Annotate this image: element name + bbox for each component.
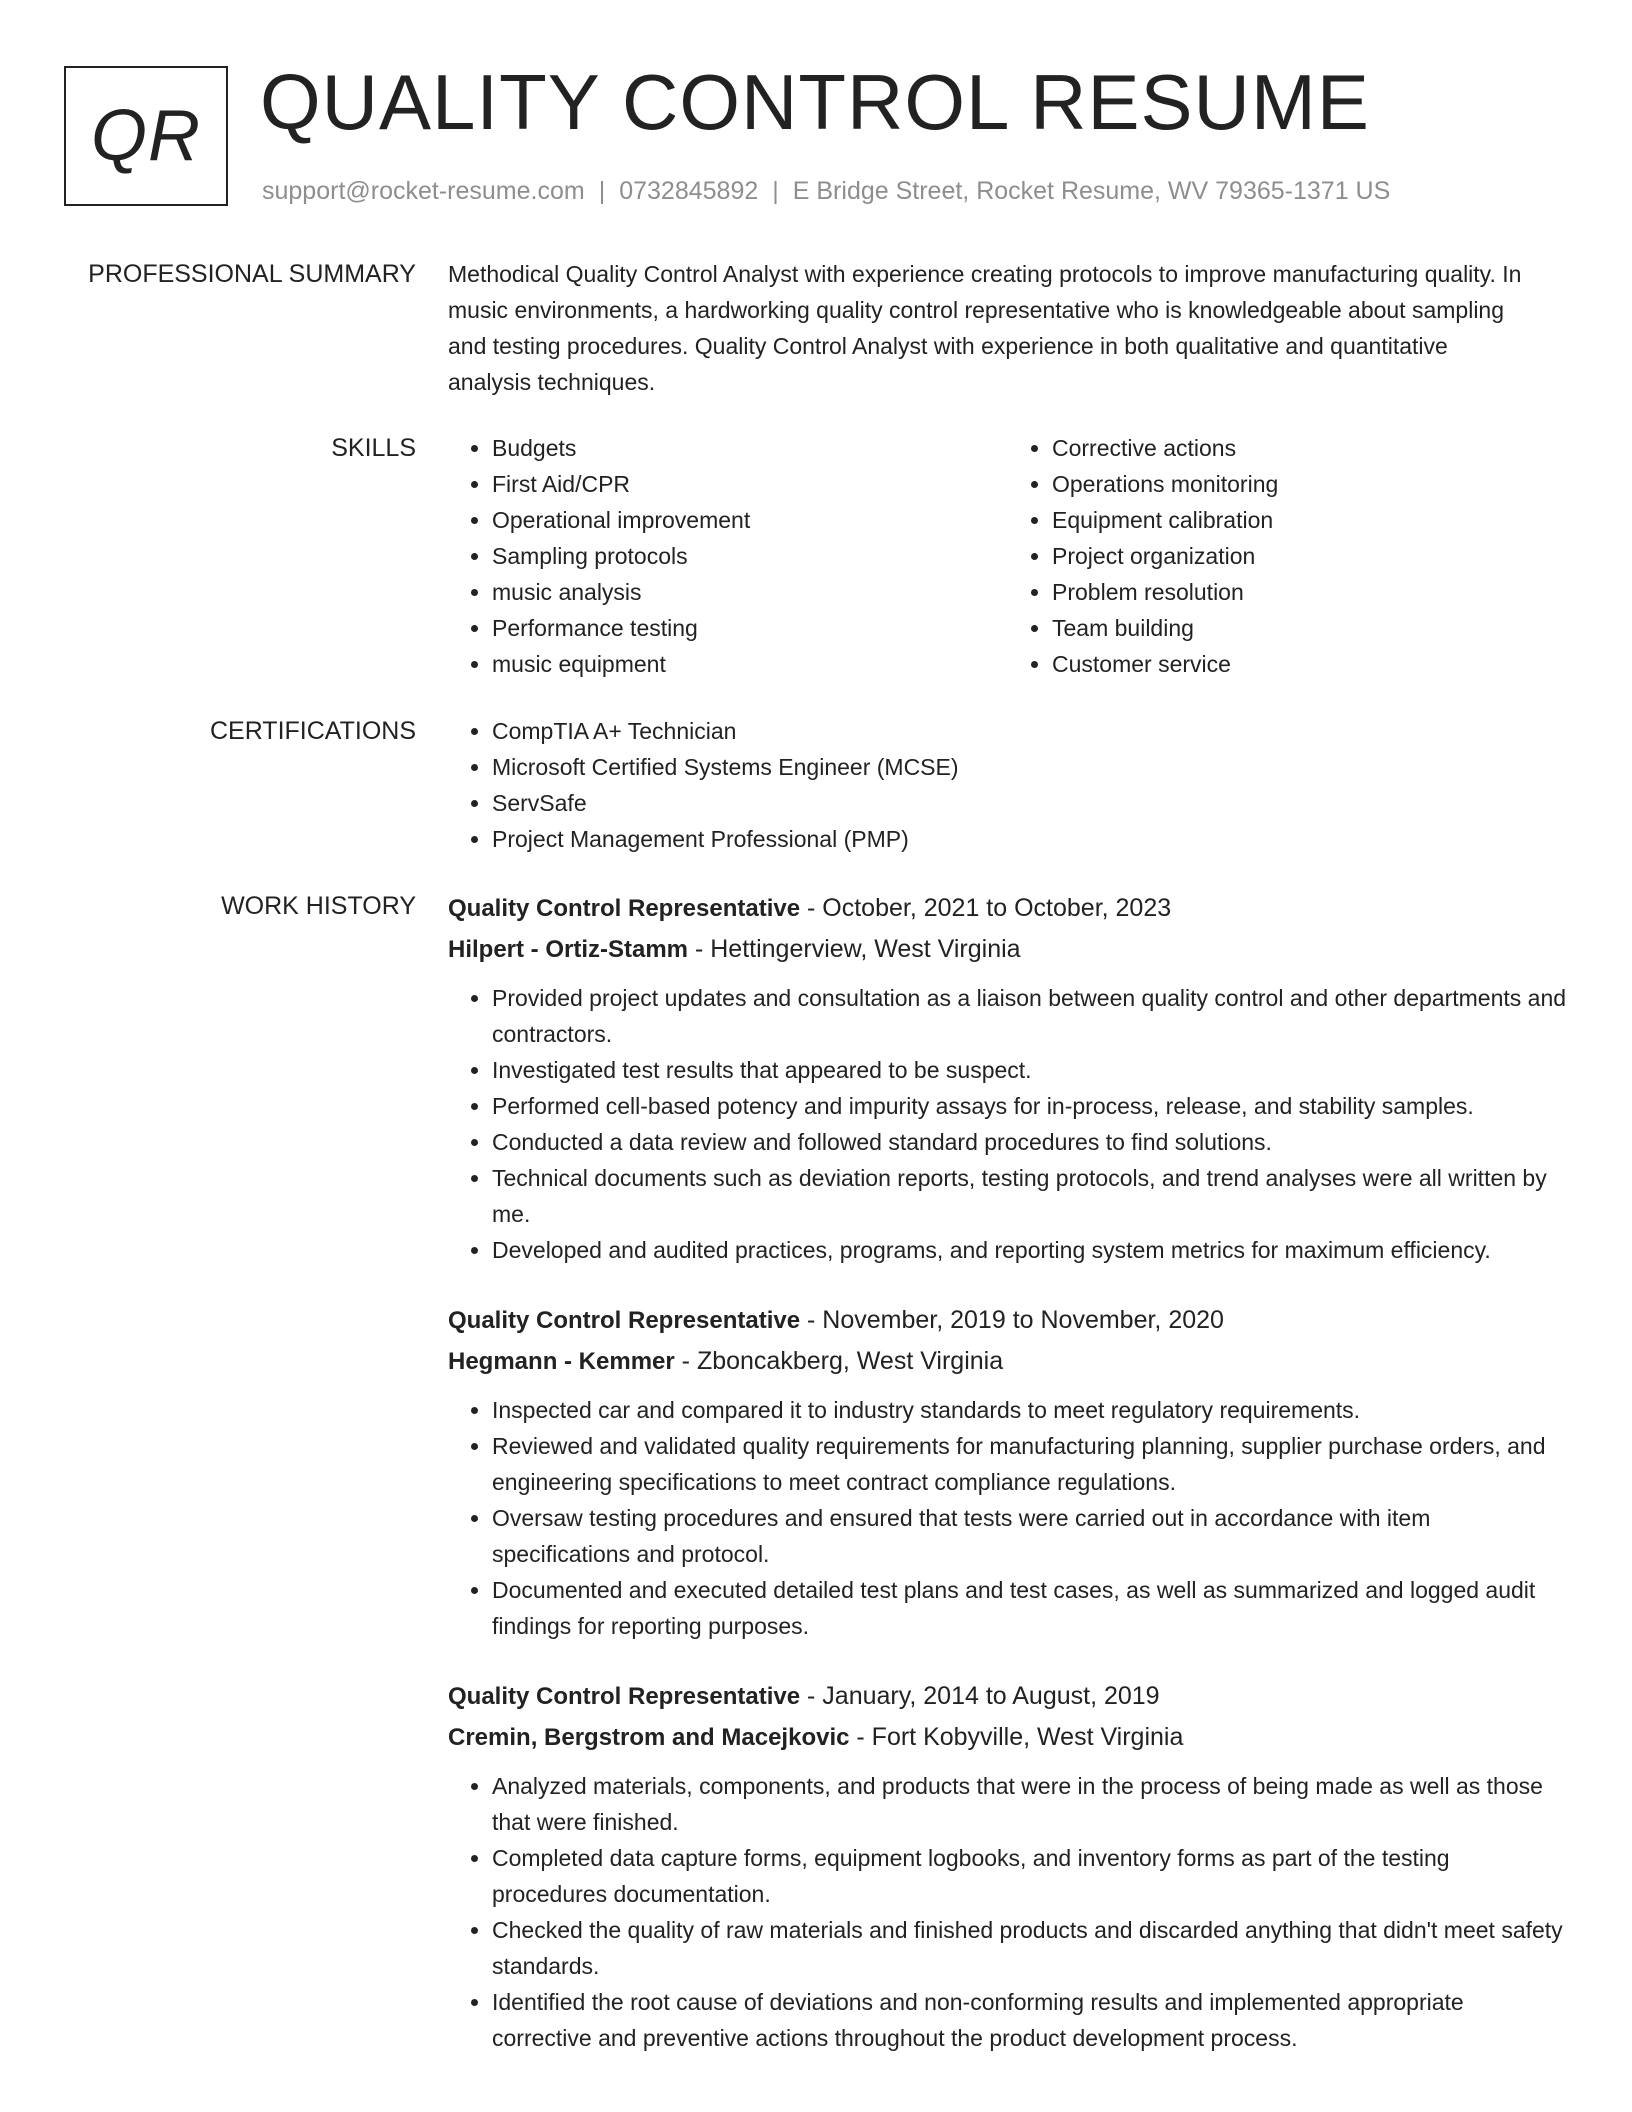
job-duty-item: • Inspected car and compared it to industry standards to meet regulatory requirements. <box>492 1392 1568 1428</box>
monogram-badge: QR <box>64 66 228 206</box>
job-dates: - October, 2021 to October, 2023 <box>800 894 1172 922</box>
certification-item: • CompTIA A+ Technician <box>492 713 1568 749</box>
job-duties-list <box>448 1392 1568 1644</box>
contact-separator: | <box>772 177 779 205</box>
job-company: Cremin, Bergstrom and Macejkovic <box>448 1724 850 1751</box>
section-label-work-history: WORK HISTORY <box>221 892 416 920</box>
job-duties-list <box>448 1768 1568 2056</box>
job-location: - Fort Kobyville, West Virginia <box>849 1723 1184 1751</box>
summary-body <box>448 256 1528 400</box>
job-title: Quality Control Representative <box>448 1683 801 1710</box>
section-label-summary: PROFESSIONAL SUMMARY <box>88 260 416 288</box>
skill-item: • music equipment <box>492 646 1008 682</box>
job-company-line <box>448 929 1568 970</box>
skills-body <box>448 430 1568 682</box>
skill-item: • Customer service <box>1052 646 1568 682</box>
skill-item: • Team building <box>1052 610 1568 646</box>
contact-address: E Bridge Street, Rocket Resume, WV 79365-1371 US <box>792 177 1391 205</box>
job-duty-item: • Conducted a data review and followed standard procedures to find solutions. <box>492 1124 1568 1160</box>
skill-item: • Sampling protocols <box>492 538 1008 574</box>
skill-item: • Project organization <box>1052 538 1568 574</box>
job-duty-item: • Identified the root cause of deviations and non-conforming results and implemented appropriate corrective and preventive actions throughout the product development process. <box>492 1984 1568 2056</box>
skills-list-right <box>1008 430 1568 682</box>
job-company-line <box>448 1717 1568 1758</box>
job-dates: - November, 2019 to November, 2020 <box>800 1306 1224 1334</box>
job-company: Hegmann - Kemmer <box>448 1348 675 1375</box>
job-duty-item: • Technical documents such as deviation reports, testing protocols, and trend analyses were all written by me. <box>492 1160 1568 1232</box>
skill-item: • Operations monitoring <box>1052 466 1568 502</box>
job-duty-item: • Documented and executed detailed test plans and test cases, as well as summarized and logged audit findings for reporting purposes. <box>492 1572 1568 1644</box>
job-title: Quality Control Representative <box>448 1307 801 1334</box>
job-title: Quality Control Representative <box>448 895 801 922</box>
resume-header <box>0 0 1632 230</box>
skill-item: • Budgets <box>492 430 1008 466</box>
job-duty-item: • Performed cell-based potency and impurity assays for in-process, release, and stability samples. <box>492 1088 1568 1124</box>
skill-item: • Operational improvement <box>492 502 1008 538</box>
job-title-line <box>448 1676 1568 1717</box>
job-duty-item: • Oversaw testing procedures and ensured that tests were carried out in accordance with item specifications and protocol. <box>492 1500 1568 1572</box>
skill-item: • music analysis <box>492 574 1008 610</box>
job-duty-item: • Completed data capture forms, equipment logbooks, and inventory forms as part of the testing procedures documentation. <box>492 1840 1568 1912</box>
job-duty-item: • Reviewed and validated quality requirements for manufacturing planning, supplier purchase orders, and engineering specifications to meet contract compliance regulations. <box>492 1428 1568 1500</box>
job-duty-item: • Analyzed materials, components, and products that were in the process of being made as well as those that were finished. <box>492 1768 1568 1840</box>
job-title-line <box>448 1300 1568 1341</box>
contact-phone[interactable]: 0732845892 <box>619 177 759 205</box>
job-duty-item: • Investigated test results that appeared to be suspect. <box>492 1052 1568 1088</box>
certification-item: • Microsoft Certified Systems Engineer (MCSE) <box>492 749 1568 785</box>
certifications-body <box>448 713 1568 857</box>
job-title-line <box>448 888 1568 929</box>
certification-item: • Project Management Professional (PMP) <box>492 821 1568 857</box>
certification-item: • ServSafe <box>492 785 1568 821</box>
contact-separator: | <box>598 177 606 205</box>
job-location: - Zboncakberg, West Virginia <box>674 1347 1004 1375</box>
job-duties-list <box>448 980 1568 1268</box>
certifications-list <box>448 713 1568 857</box>
job-entry <box>448 1676 1568 2056</box>
job-dates: - January, 2014 to August, 2019 <box>800 1682 1160 1710</box>
skill-item: • First Aid/CPR <box>492 466 1008 502</box>
work-history-body <box>448 888 1568 2088</box>
job-company: Hilpert - Ortiz-Stamm <box>448 936 689 963</box>
skill-item: • Performance testing <box>492 610 1008 646</box>
skill-item: • Problem resolution <box>1052 574 1568 610</box>
job-entry <box>448 888 1568 1268</box>
job-entry <box>448 1300 1568 1644</box>
summary-text: Methodical Quality Control Analyst with experience creating protocols to improve manufacturing quality. In music environments, a hardworking quality control representative who is knowledgeable about sampling and testing procedures. Quality Control Analyst with experience in both qualitative and quantitative analysis techniques. <box>448 261 1522 395</box>
section-label-certifications: CERTIFICATIONS <box>209 717 416 745</box>
contact-line <box>262 174 1390 208</box>
skill-item: • Corrective actions <box>1052 430 1568 466</box>
skill-item: • Equipment calibration <box>1052 502 1568 538</box>
job-location: - Hettingerview, West Virginia <box>688 935 1021 963</box>
skills-columns <box>448 430 1568 682</box>
job-duty-item: • Checked the quality of raw materials and finished products and discarded anything that didn't meet safety standards. <box>492 1912 1568 1984</box>
contact-email[interactable]: support@rocket-resume.com <box>262 177 585 205</box>
job-duty-item: • Developed and audited practices, programs, and reporting system metrics for maximum efficiency. <box>492 1232 1568 1268</box>
skills-list-left <box>448 430 1008 682</box>
section-label-skills: SKILLS <box>331 434 416 462</box>
job-company-line <box>448 1341 1568 1382</box>
job-duty-item: • Provided project updates and consultation as a liaison between quality control and other departments and contractors. <box>492 980 1568 1052</box>
resume-title: QUALITY CONTROL RESUME <box>260 58 1370 146</box>
